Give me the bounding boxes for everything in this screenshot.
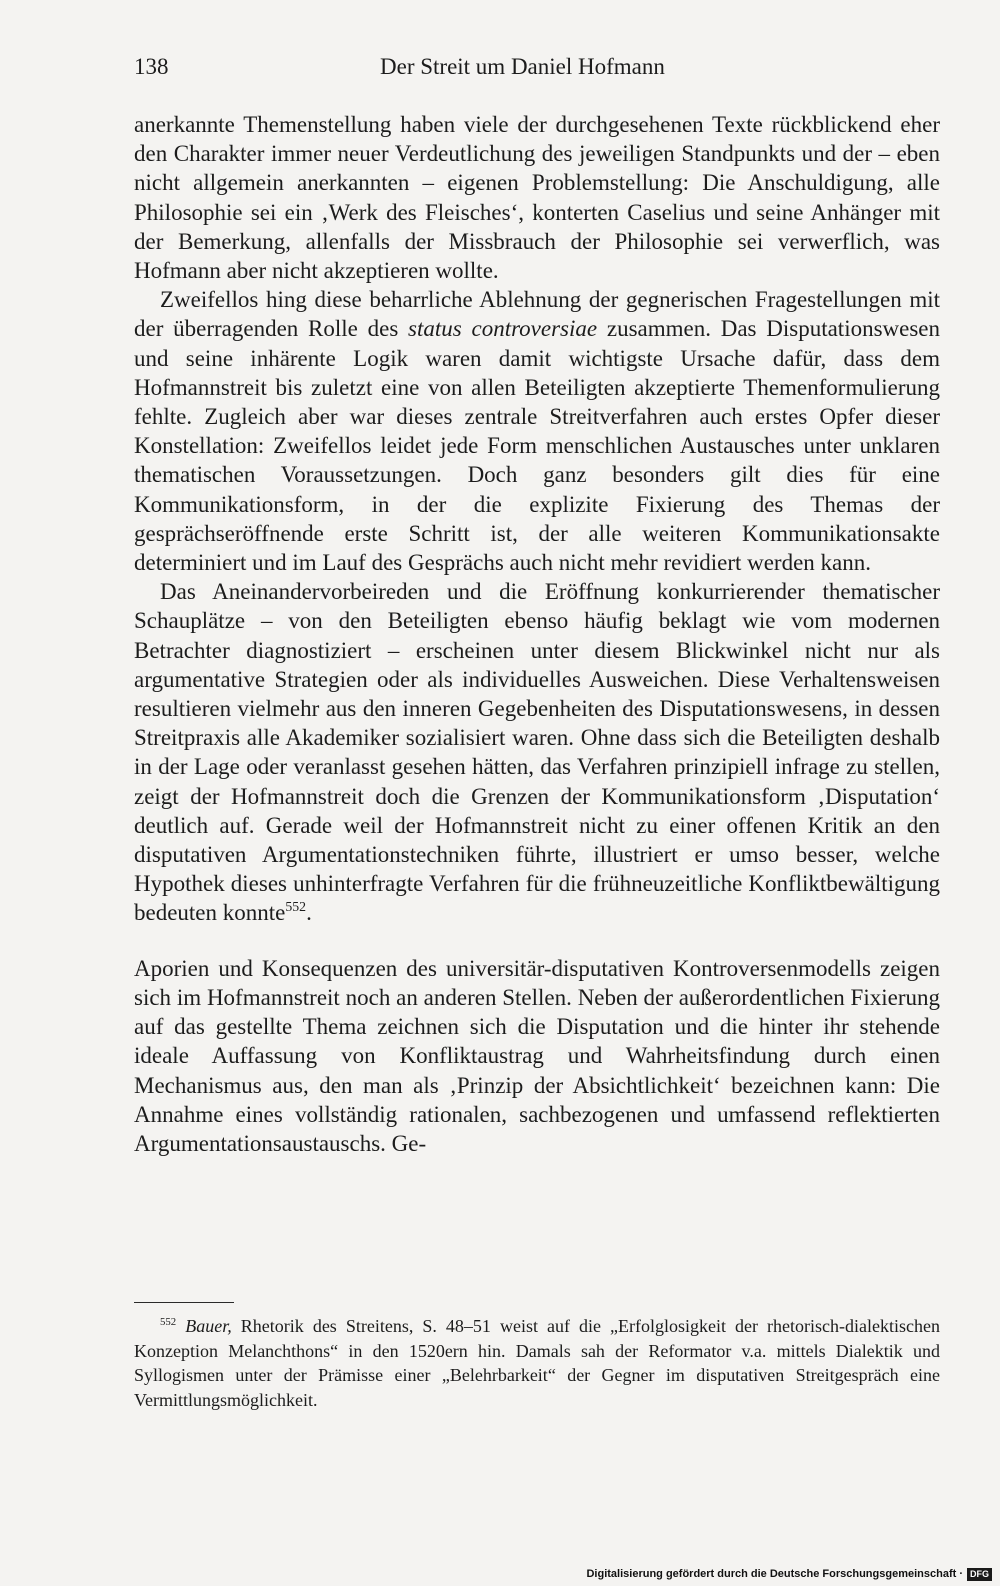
paragraph-2-italic-term: status controversiae [408, 316, 598, 342]
footnote-author: Bauer, [185, 1316, 232, 1336]
running-head-title: Der Streit um Daniel Hofmann [380, 54, 665, 79]
footnote-number: 552 [160, 1315, 177, 1328]
digitization-credit [586, 1566, 992, 1582]
footnote-text: Rhetorik des Streitens, S. 48–51 weist auf die „Erfolglosigkeit der rhetorisch-dialektischen Konzeption Melanchthons“ in den 1520ern hin. Damals sah der Reformator v.a. mittels Dialektik und Syllogismen unter der Prämisse einer „Belehrbarkeit“ der Gegner im disputativen Streitgespräch eine Vermittlungsmöglichkeit. [134, 1316, 940, 1410]
dfg-logo-icon: DFG [967, 1568, 992, 1581]
footnotes [134, 1314, 940, 1412]
paragraph-4: Aporien und Konsequenzen des universitär-disputativen Kontroversenmodells zeigen sich im Hofmannstreit noch an anderen Stellen. Neben der außerordentlichen Fixierung auf das gestellte Thema zeichnen sich die Disputation und die hinter ihr stehende ideale Auffassung von Konfliktaustrag und Wahrheitsfindung durch einen Mechanismus aus, den man als ‚Prinzip der Absichtlichkeit‘ bezeichnen kann: Die Annahme eines vollständig rationalen, sachbezogenen und umfassend reflektierten Argumentationsaustauschs. Ge- [134, 955, 940, 1156]
paragraph-1: anerkannte Themenstellung haben viele der durchgesehenen Texte rückblickend eher den Charakter immer neuer Verdeutlichung des jeweiligen Standpunkts und der – eben nicht allgemein anerkannten – eigenen Problemstellung: Die Anschuldigung, alle Philosophie sei ein ‚Werk des Fleisches‘, konterten Caselius und seine Anhänger mit der Bemerkung, allenfalls der Missbrauch der Philosophie sei verwerflich, was Hofmann aber nicht akzeptieren wollte. [134, 112, 940, 284]
paragraph-3-period: . [306, 900, 312, 926]
footnote-552 [134, 1314, 940, 1412]
page-number: 138 [134, 54, 169, 79]
paragraph-2-start: Zweifellos hing diese beharrliche Ablehnung der gegnerischen Fragestellungen mit der überragenden Rolle des [134, 287, 940, 342]
running-header [134, 52, 938, 86]
paragraph-3 [134, 577, 940, 927]
paragraph-3-text: Das Aneinandervorbeireden und die Eröffnung konkurrierender thematischer Schauplätze – von den Beteiligten ebenso häufig beklagt wie vom modernen Betrachter diagnostiziert – erscheinen unter diesem Blickwinkel nicht nur als argumentative Strategien oder als individuelles Ausweichen. Diese Verhaltensweisen resultieren vielmehr aus den inneren Gegebenheiten des Disputationswesens, in dessen Streitpraxis alle Akademiker sozialisiert waren. Ohne dass sich die Beteiligten deshalb in der Lage oder veranlasst gesehen hätten, das Verfahren prinzipiell infrage zu stellen, zeigt der Hofmannstreit doch die Grenzen der Kommunikationsform ‚Disputation‘ deutlich auf. Gerade weil der Hofmannstreit nicht zu einer offenen Kritik an den disputativen Argumentationstechniken führte, illustriert er umso besser, welche Hypothek dieses unhinterfragte Verfahren für die frühneuzeitliche Konfliktbewältigung bedeuten konnte [134, 579, 940, 926]
credit-text: Digitalisierung gefördert durch die Deutsche Forschungsgemeinschaft · [586, 1568, 963, 1580]
footnote-separator [134, 1302, 234, 1303]
paragraph-2-end: zusammen. Das Disputationswesen und seine inhärente Logik waren damit wichtigste Ursache dafür, dass dem Hofmannstreit bis zuletzt eine von allen Beteiligten akzeptierte Themenformulierung fehlte. Zugleich aber war dieses zentrale Streitverfahren auch erstes Opfer dieser Konstellation: Zweifellos leidet jede Form menschlichen Austausches unter unklaren thematischen Voraussetzungen. Doch ganz besonders gilt dies für eine Kommunikationsform, in der die explizite Fixierung des Themas der gesprächseröffnende erste Schritt ist, der alle weiteren Kommunikationsakte determiniert und im Lauf des Gesprächs auch nicht mehr revidiert werden kann. [134, 316, 941, 576]
footnote-reference-552[interactable]: 552 [285, 899, 307, 915]
main-text [134, 110, 940, 1158]
paragraph-2 [134, 285, 940, 577]
